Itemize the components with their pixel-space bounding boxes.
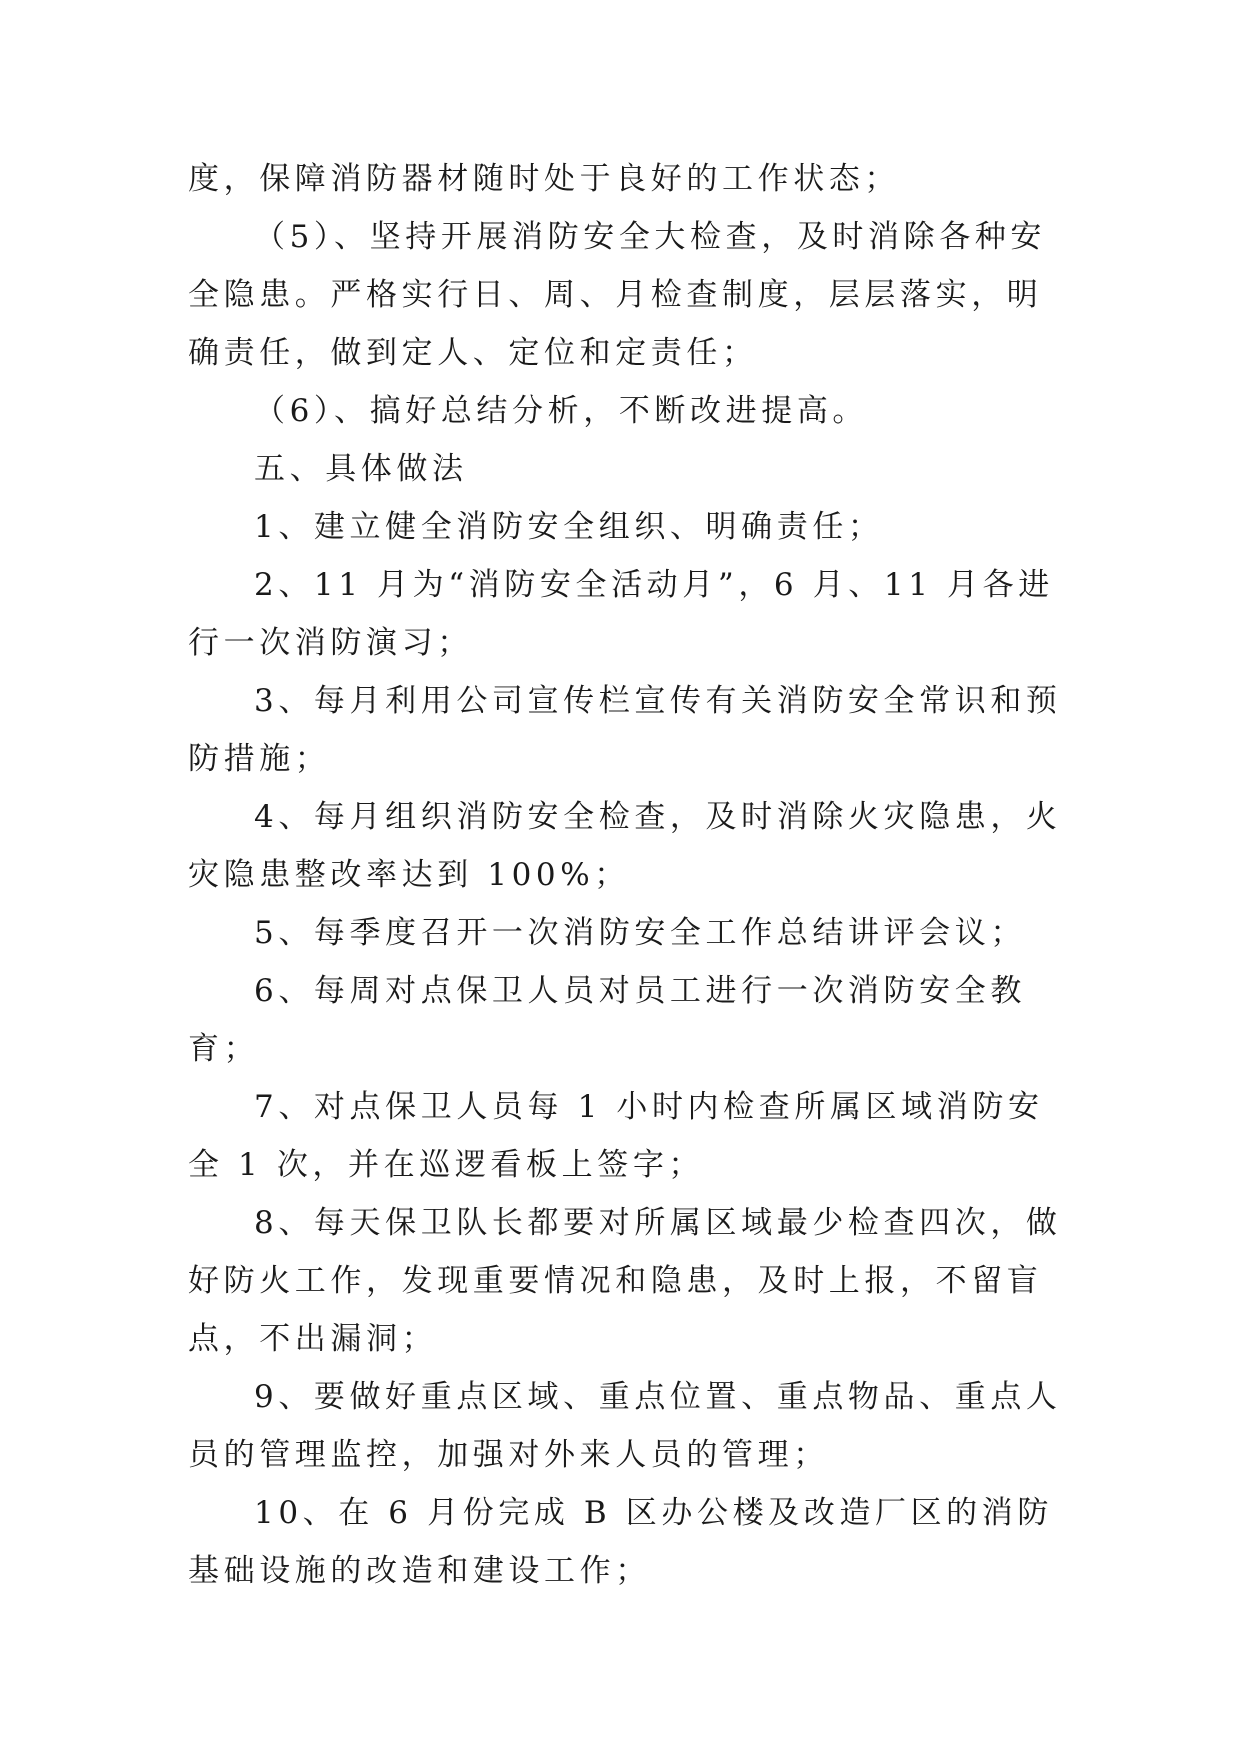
list-item-3: 3、每月利用公司宣传栏宣传有关消防安全常识和预防措施；	[188, 683, 1062, 777]
list-item-5: 5、每季度召开一次消防安全工作总结讲评会议；	[254, 915, 1026, 951]
paragraph-continuation: 度，保障消防器材随时处于良好的工作状态；	[188, 161, 900, 197]
paragraph-item-6: （6）、搞好总结分析，不断改进提高。	[254, 393, 869, 429]
list-item-9: 9、要做好重点区域、重点位置、重点物品、重点人员的管理监控，加强对外来人员的管理；	[188, 1379, 1062, 1473]
document-body	[188, 150, 1068, 1600]
list-item-2: 2、11 月为“消防安全活动月”，6 月、11 月各进行一次消防演习；	[188, 567, 1054, 661]
list-item-4: 4、每月组织消防安全检查，及时消除火灾隐患，火灾隐患整改率达到 100%；	[188, 799, 1062, 893]
list-item-1: 1、建立健全消防安全组织、明确责任；	[254, 509, 884, 545]
list-item-7: 7、对点保卫人员每 1 小时内检查所属区域消防安全 1 次，并在巡逻看板上签字；	[188, 1089, 1044, 1183]
paragraph-item-5: （5）、坚持开展消防安全大检查，及时消除各种安全隐患。严格实行日、周、月检查制度，层层落实，明确责任，做到定人、定位和定责任；	[188, 219, 1047, 371]
list-item-10: 10、在 6 月份完成 B 区办公楼及改造厂区的消防基础设施的改造和建设工作；	[188, 1495, 1053, 1589]
list-item-8: 8、每天保卫队长都要对所属区域最少检查四次，做好防火工作，发现重要情况和隐患，及时上报，不留盲点，不出漏洞；	[188, 1205, 1062, 1357]
section-heading: 五、具体做法	[254, 451, 468, 487]
list-item-6: 6、每周对点保卫人员对员工进行一次消防安全教育；	[188, 973, 1026, 1067]
